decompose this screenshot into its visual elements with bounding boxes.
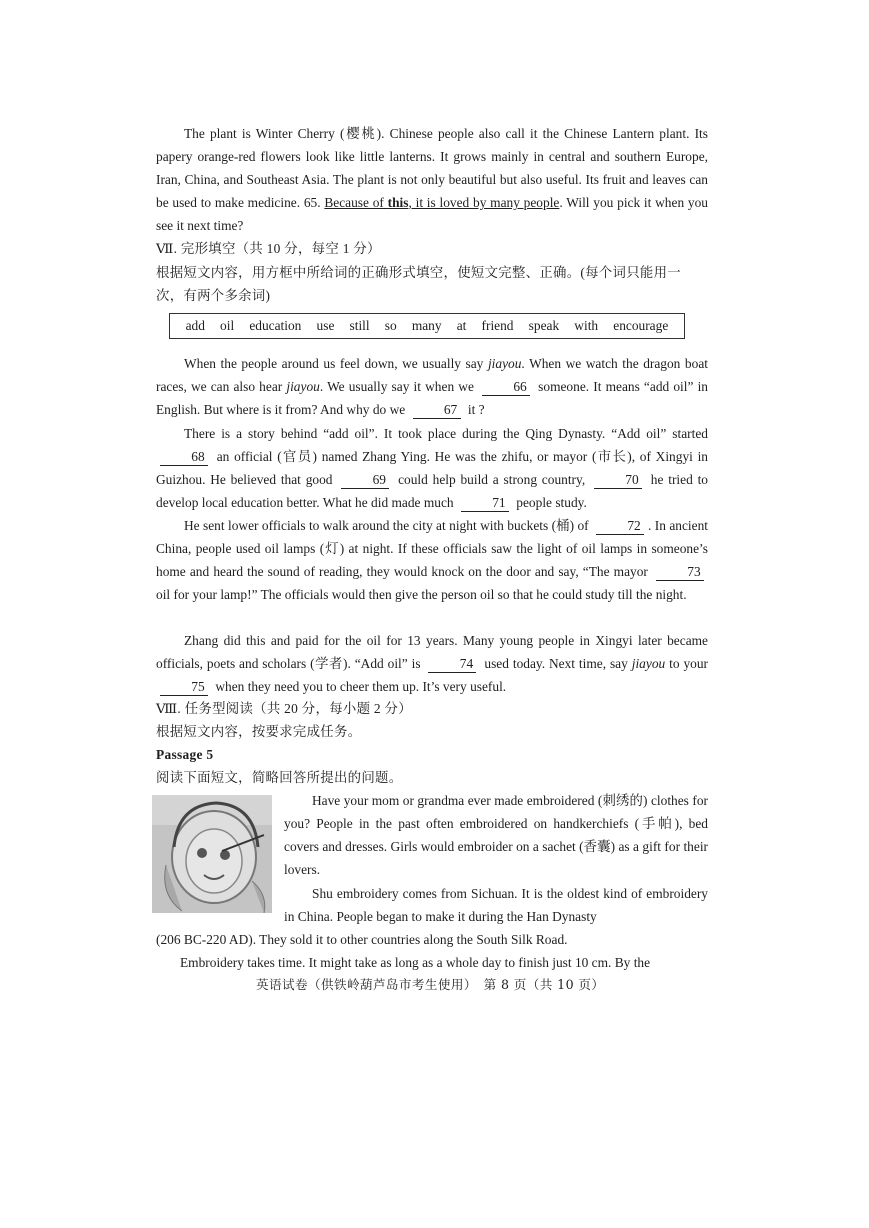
cloze-paragraph-3: He sent lower officials to walk around the city at night with buckets (桶) of 72 . In ancient China, people used oil lamps (灯) at night. If these officials saw the light of oil lamps in someone’s home and heard the sound of reading, they would knock on the door and say, “The mayor 73 oil for your lamp!” The officials would then give the person oil so that he could study till the night. [156, 518, 708, 602]
word-bank-item: education [249, 318, 302, 333]
blank-68[interactable]: 68 [160, 448, 208, 466]
passage-5-instruction: 阅读下面短文，简略回答所提出的问题。 [156, 770, 403, 785]
paragraph-text: The plant is Winter Cherry (樱桃). Chinese people also call it the Chinese Lantern plant. Its papery orange-red flowers look like little lanterns. It grows mainly in central and southern Europe, Iran, China, and Southeast Asia. The plant is not only beautiful but also useful. Its fruit and leaves can be used to make medicine. 65. [156, 126, 708, 210]
word-bank-item: use [316, 318, 335, 333]
word-bank-item: speak [528, 318, 560, 333]
word-bank-box [169, 313, 685, 339]
blank-73[interactable]: 73 [656, 563, 704, 581]
page-footer: 英语试卷（供铁岭葫芦岛市考生使用） 第 8 页（共 10 页） [256, 977, 605, 992]
passage-5-paragraph-1: Have your mom or grandma ever made embroidered (刺绣的) clothes for you? People in the past often embroidered on handkerchiefs (手帕), bed covers and dresses. Girls would embroider on a sachet (香囊) as a gift for their lovers. [284, 793, 708, 877]
section-7-heading: Ⅶ. 完形填空（共 10 分，每空 1 分） [156, 241, 381, 256]
word-bank-item: friend [481, 318, 514, 333]
embroidery-photo [152, 795, 272, 913]
blank-75[interactable]: 75 [160, 678, 208, 696]
blank-71[interactable]: 71 [461, 494, 509, 512]
section-8-instruction: 根据短文内容，按要求完成任务。 [156, 724, 362, 739]
embroidery-face-illustration [152, 795, 272, 913]
paragraph-winter-cherry [156, 122, 708, 237]
passage-5-title: Passage 5 [156, 747, 214, 762]
cloze-paragraph-2: There is a story behind “add oil”. It took place during the Qing Dynasty. “Add oil” started 68 an official (官员) named Zhang Ying. He was the zhifu, or mayor (市长), of Xingyi in Guizhou. He believed that good 69 could help build a strong country, 70 he tried to develop local education better. What he did made much 71 people study. [156, 426, 708, 510]
word-bank-item: encourage [613, 318, 669, 333]
blank-69[interactable]: 69 [341, 471, 389, 489]
section-7-instruction: 根据短文内容，用方框中所给词的正确形式填空，使短文完整、正确。(每个词只能用一 次，有两个多余词) [156, 265, 681, 303]
blank-66[interactable]: 66 [482, 378, 530, 396]
passage-5-paragraph-3: Embroidery takes time. It might take as long as a whole day to finish just 10 cm. By the [180, 955, 651, 970]
blank-74[interactable]: 74 [428, 655, 476, 673]
word-bank-item: still [349, 318, 370, 333]
word-bank-item: so [384, 318, 397, 333]
word-bank-item: at [456, 318, 467, 333]
paragraph-text: . Will you pick it when you see it next time? [156, 195, 708, 233]
passage-5-paragraph-2b: (206 BC-220 AD). They sold it to other countries along the South Silk Road. [156, 932, 568, 947]
passage-5-paragraph-2a: Shu embroidery comes from Sichuan. It is the oldest kind of embroidery in China. People began to make it during the Han Dynasty [284, 886, 708, 924]
word-bank-item: many [411, 318, 442, 333]
section-8-heading: Ⅷ. 任务型阅读（共 20 分，每小题 2 分） [156, 701, 412, 716]
question-65-sentence: Because of this, it is loved by many people [324, 195, 560, 210]
blank-67[interactable]: 67 [413, 401, 461, 419]
cloze-paragraph-1: When the people around us feel down, we usually say jiayou. When we watch the dragon boat races, we can also hear jiayou. We usually say it when we 66 someone. It means “add oil” in English. But where is it from? And why do we 67 it ? [156, 356, 708, 417]
word-bank-item: oil [220, 318, 235, 333]
word-bank-item: with [574, 318, 599, 333]
cloze-paragraph-4: Zhang did this and paid for the oil for 13 years. Many young people in Xingyi later became officials, poets and scholars (学者). “Add oil” is 74 used today. Next time, say jiayou to your 75 when they need you to cheer them up. It’s very useful. [156, 633, 708, 694]
blank-70[interactable]: 70 [594, 471, 642, 489]
blank-72[interactable]: 72 [596, 517, 644, 535]
word-bank-item: add [185, 318, 205, 333]
